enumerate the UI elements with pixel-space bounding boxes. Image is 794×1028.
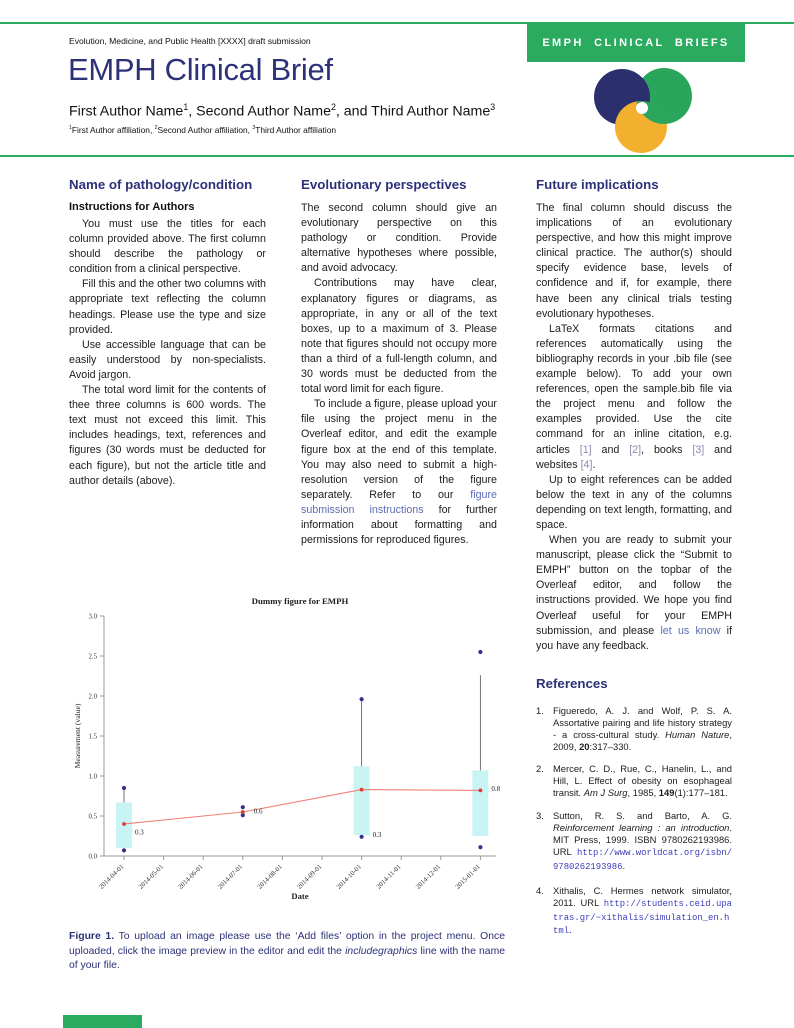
text-segment: Xithalis, C. Hermes network simulator, 2011. URL [553,884,732,908]
citation-link[interactable]: [4] [580,458,593,471]
paragraph [536,201,732,322]
svg-text:2014-04-01: 2014-04-01 [98,863,126,891]
dummy-figure-chart [69,593,505,925]
citation-link[interactable]: [1] [579,443,592,456]
svg-text:0.8: 0.8 [491,785,501,794]
figure-1 [69,593,505,925]
author-name: Third Author Name [371,103,491,120]
svg-text:2014-05-01: 2014-05-01 [137,863,166,891]
article-title: EMPH Clinical Brief [68,52,333,87]
column-body-future [536,201,732,654]
text-segment: for further information about formatting and permissions for reproduced figures. [301,503,497,547]
svg-text:1.0: 1.0 [88,773,97,781]
citation-link[interactable]: [2] [629,443,642,456]
paragraph [69,277,266,337]
journal-banner-label: EMPH CLINICAL BRIEFS [542,37,730,49]
text-segment: To upload an image please use the ‘Add files’ option in the project menu. Once uploaded, click the image preview in the editor and edit the [69,931,505,957]
url-link[interactable]: http://students.ceid.upatras.gr/~xithalis/simulation_en.html [553,898,732,937]
authors-line: First Author Name$^1$, Second Author Name$^2$, and Third Author Name$^3$ [69,102,496,120]
paragraph [69,217,266,277]
paragraph [301,276,497,397]
text-segment: includegraphics [345,945,418,957]
svg-text:0.5: 0.5 [88,813,97,821]
journal-banner [527,24,745,62]
header-rule [0,155,794,157]
affiliation-superscript: 2 [154,125,158,132]
emph-logo [586,66,710,158]
text-segment: :317–330. [589,740,632,752]
text-segment: and websites [536,443,732,471]
references-heading: References [536,675,608,691]
column-subheading-instructions: Instructions for Authors [69,201,195,213]
text-segment: Sutton, R. S. and Barto, A. G. [553,810,732,822]
reference-number: 2. [536,763,544,775]
text-segment: , 2009, [553,728,733,752]
inline-link[interactable]: let us know [660,624,721,637]
paragraph [301,201,497,276]
column-heading-future: Future implications [536,177,659,192]
text-segment: Figure 1. [69,931,115,942]
svg-text:3.0: 3.0 [88,613,97,621]
svg-text:2.0: 2.0 [88,693,97,701]
text-segment: When you are ready to submit your manuscript, please click the “Submit to EMPH” button on the topbar of the Overleaf editor, and follow the instructions provided. We hope you find Overleaf useful for your EMPH submission, and please [536,534,732,637]
svg-text:Measurement (value): Measurement (value) [73,703,82,769]
author-superscript: 2 [331,102,336,112]
svg-text:0.3: 0.3 [135,828,144,837]
paragraph [301,397,497,548]
text-segment: . [592,458,596,471]
svg-text:0.0: 0.0 [88,853,97,861]
reference-item [536,763,732,799]
reference-number: 4. [536,884,544,896]
text-segment: Human Nature [665,728,730,740]
svg-text:2.5: 2.5 [88,653,97,661]
reference-number: 3. [536,810,544,822]
svg-text:0.6: 0.6 [253,807,263,816]
url-link[interactable]: http://www.worldcat.org/isbn/9780262193986 [553,847,732,872]
author-name: Second Author Name [196,103,331,120]
text-segment: Up to eight references can be added below the text in any of the columns depending on text length, formatting, and space. [536,473,732,531]
text-segment: and [591,443,630,456]
affiliation-text: Third Author affiliation [255,125,337,135]
text-segment: Fill this and the other two columns with appropriate text reflecting the column headings. Please use the type and size provided. [69,278,266,336]
svg-text:0.3: 0.3 [372,830,382,839]
paragraph [536,473,732,533]
text-segment: LaTeX formats citations and references automatically using the bibliography records in your .bib file (see example below). To add your own references, open the sample.bib file via the project menu and follow the examples provided. Use the cite command for an inline citation, e.g. articles [536,322,732,456]
svg-text:2014-09-01: 2014-09-01 [296,863,324,891]
text-segment: . [622,859,626,871]
paragraph [69,338,266,383]
paragraph [536,322,732,473]
text-segment: line with the name of your file. [69,945,505,972]
column-heading-evolutionary: Evolutionary perspectives [301,177,467,192]
svg-text:2014-07-01: 2014-07-01 [216,863,245,891]
text-segment: if you have any feedback. [536,624,732,652]
affiliations-line [69,125,336,135]
submission-note: Evolution, Medicine, and Public Health [XXXX] draft submission [69,36,311,46]
svg-text:2015-01-01: 2015-01-01 [454,863,482,891]
column-body-pathology [69,217,266,489]
column-evolutionary [301,177,497,548]
reference-item [536,885,732,939]
footer-accent-bar [63,1015,142,1028]
svg-text:2014-12-01: 2014-12-01 [414,863,443,891]
affiliation-superscript: 1 [69,125,72,132]
affiliation-superscript: 3 [252,125,256,132]
text-segment: Figueredo, A. J. and Wolf, P. S. A. Assortative pairing and life history strategy - a cross-cultural study. [553,704,732,740]
column-pathology [69,177,266,489]
text-segment: (1):177–181. [674,787,728,799]
reference-number: 1. [536,704,544,716]
svg-text:Dummy figure for EMPH: Dummy figure for EMPH [251,596,349,606]
citation-link[interactable]: [3] [692,443,705,456]
affiliation-text: Second Author affiliation, [157,125,253,135]
column-heading-pathology: Name of pathology/condition [69,177,253,192]
author-superscript: 1 [183,102,189,112]
author-name: First Author Name [69,103,184,120]
paragraph [536,533,732,654]
text-segment: You must use the titles for each column provided above. The first column should describe the pathology or condition from a clinical perspective. [69,218,266,276]
svg-text:2014-08-01: 2014-08-01 [256,863,284,891]
text-segment: 149 [658,787,675,799]
reference-item [536,810,732,874]
text-segment: 20 [579,740,590,752]
text-segment: To include a figure, please upload your file using the project menu in the Overleaf editor, and edit the example figure box at the end of this template. You may also need to submit a high-resolution version of the figure separately. Refer to our [301,398,497,501]
affiliation-text: First Author affiliation, [71,125,155,135]
column-body-evolutionary [301,201,497,548]
text-segment: , 1985, [627,787,659,799]
figure-caption [69,930,505,974]
text-segment: The total word limit for the contents of thee three columns is 600 words. The text must not exceed this limit. This includes headings, text, references and figures (30 words must be deducted for each figure), but not the article title and author details (above). [69,384,266,487]
svg-text:Date: Date [291,891,309,901]
inline-link[interactable]: figure submission instructions [301,488,497,516]
text-segment: Reinforcement learning : an introduction [553,822,730,834]
reference-item [536,705,732,753]
text-segment: . MIT Press, 1999. ISBN 9780262193986. URL [553,822,732,857]
text-segment: The final column should discuss the implications of an evolutionary perspective, and how this might improve clinical practice. The author(s) should specify evidence base, levels of confidence and if, for example, there have been any clinical trials testing evolutionary hypotheses. [536,202,732,320]
emph-logo-circles [594,68,692,153]
text-segment: The second column should give an evolutionary perspective on this pathology or condition. Provide alternative hypotheses where possible, and avoid advocacy. [301,202,497,275]
paragraph [69,383,266,489]
text-segment: , books [641,443,693,456]
svg-text:2014-10-01: 2014-10-01 [335,863,364,891]
svg-text:2014-06-01: 2014-06-01 [177,863,205,891]
text-segment: Am J Surg [583,787,628,799]
svg-text:1.5: 1.5 [88,733,97,741]
text-segment: Use accessible language that can be easily understood by non-specialists. Avoid jargon. [69,338,266,381]
text-segment: Mercer, C. D., Rue, C., Hanelin, L., and Hill, L. Effect of obesity on esophageal transit. [553,763,732,799]
column-future [536,177,732,949]
author-superscript: 3 [490,102,496,112]
svg-text:2014-11-01: 2014-11-01 [375,863,403,891]
text-segment: . [569,924,572,936]
references-list [536,705,732,939]
text-segment: Contributions may have clear, explanatory figures or diagrams, as appropriate, in any or all of the text boxes, up to a maximum of 3. Please note that figures should not occupy more than a third of a full-length column, and 30 words must be deducted from the total word limit for each figure. [301,277,497,396]
